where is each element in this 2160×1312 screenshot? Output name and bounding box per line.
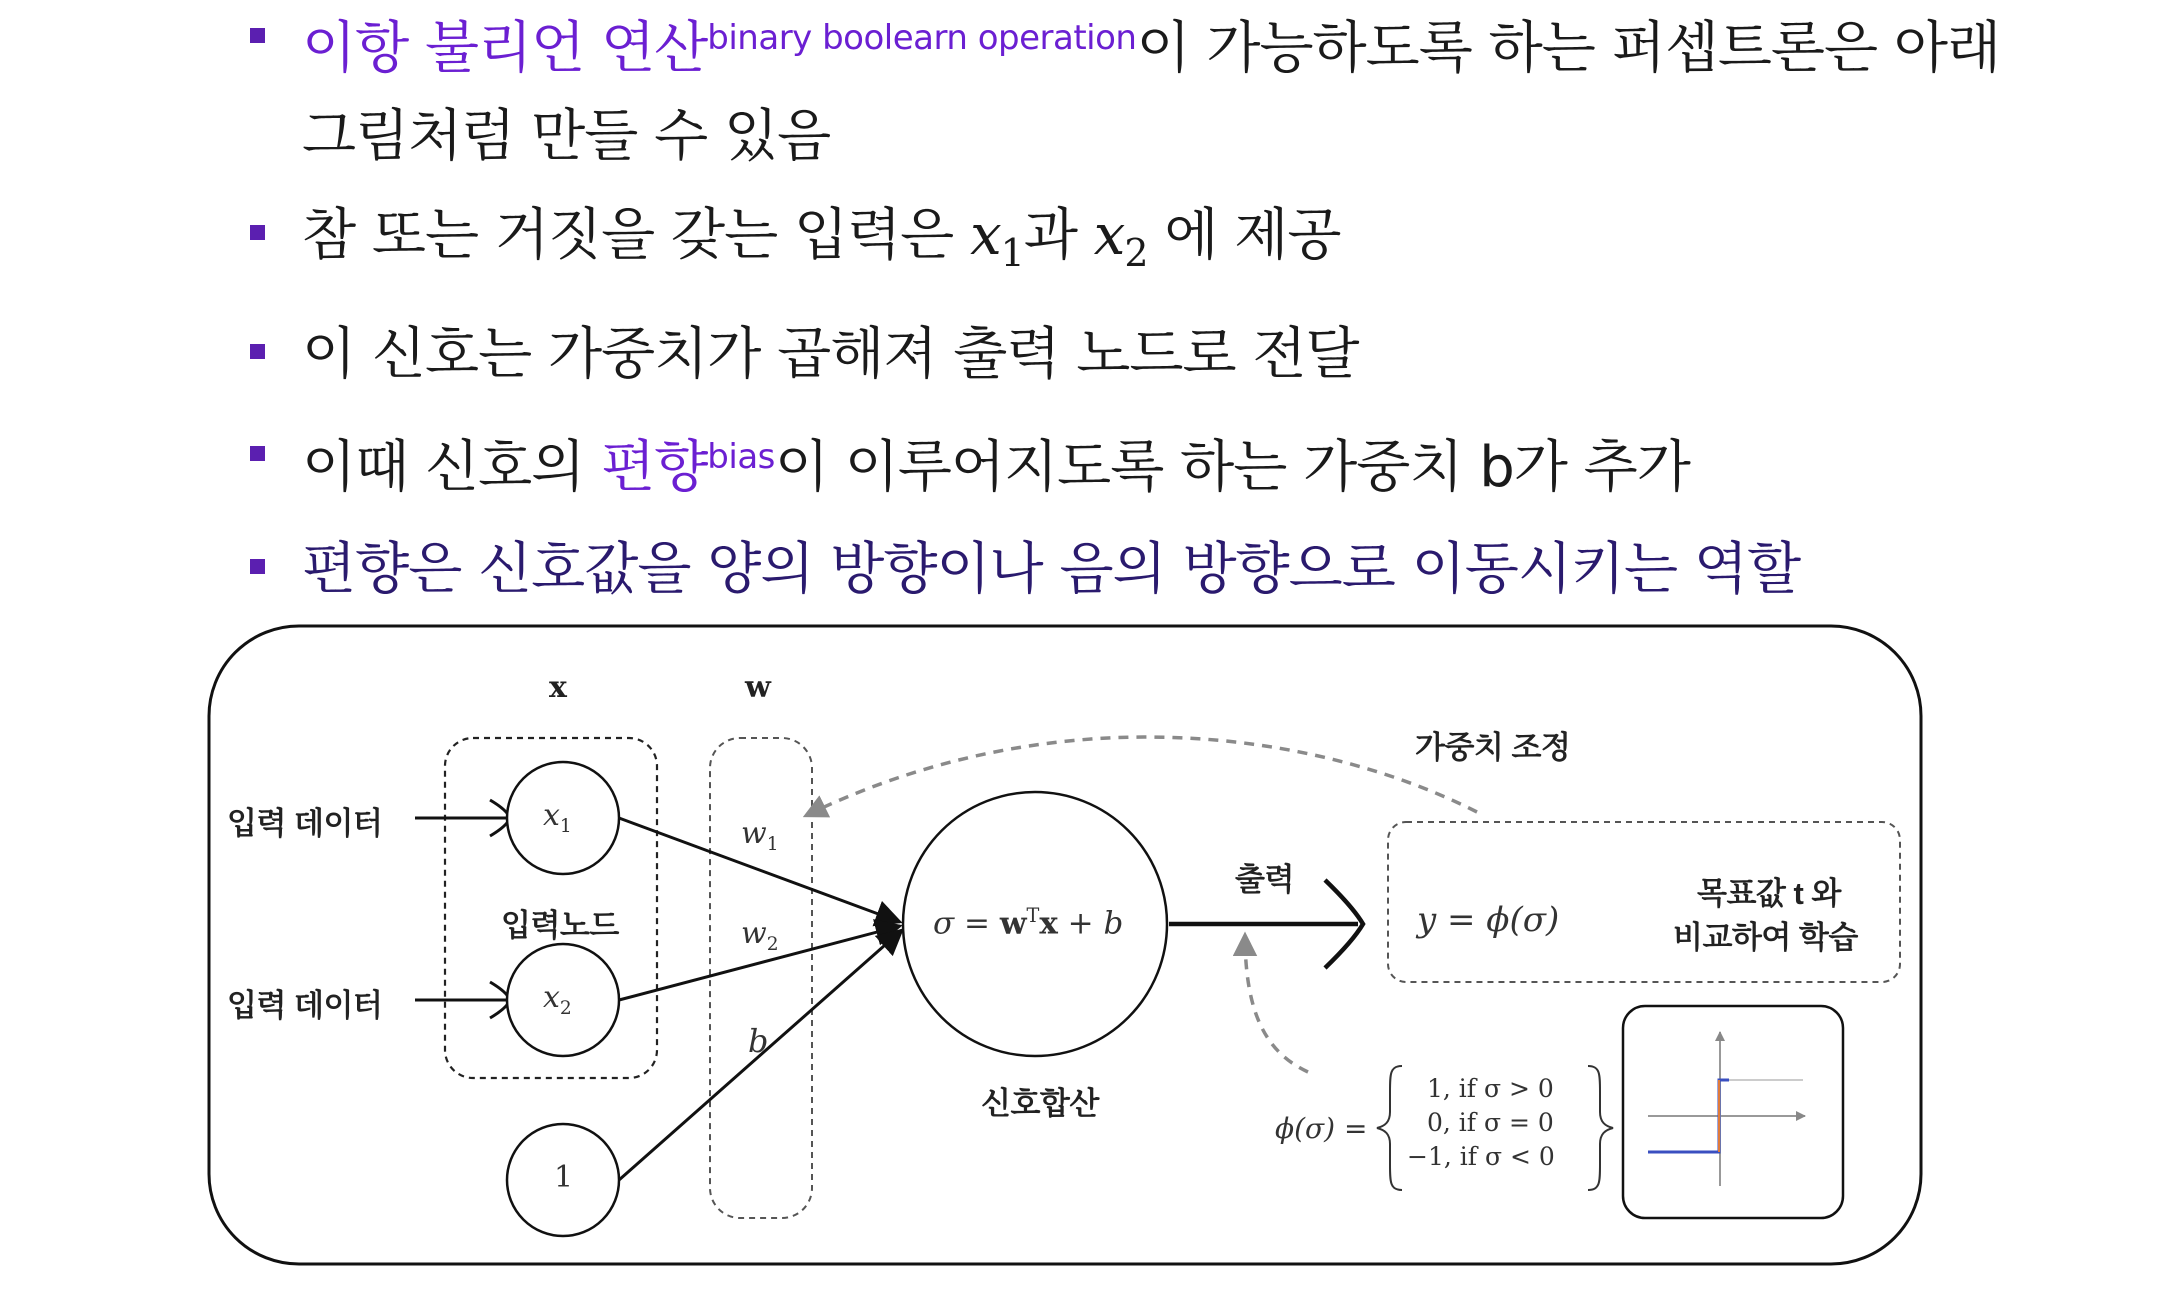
weight-w2-label: $w_2$ xyxy=(741,916,779,955)
weight-adjust-label: 가중치 조정 xyxy=(1415,730,1571,765)
output-formula: y = ϕ(σ) xyxy=(1417,900,1560,940)
bullet-list xyxy=(250,0,2110,617)
input-node-label: 입력노드 xyxy=(501,908,619,943)
bullet-marker xyxy=(250,559,265,574)
sum-label: 신호합산 xyxy=(981,1086,1099,1121)
bullet-text: 이 이루어지도록 하는 가중치 b가 추가 xyxy=(774,435,1690,500)
perceptron-diagram-graphics xyxy=(205,622,1925,1270)
activation-arrow xyxy=(1245,934,1308,1072)
term-binary-boolean: 이항 불리언 연산 xyxy=(302,16,708,81)
right-brace xyxy=(1588,1066,1613,1190)
math-x2-sub: 2 xyxy=(1124,231,1148,275)
phi-cases xyxy=(1405,1072,1555,1174)
bullet-marker xyxy=(250,225,265,240)
weight-w1-label: $w_1$ xyxy=(741,816,779,855)
weight-column xyxy=(710,738,812,1218)
bullet-item-bias-role xyxy=(250,523,2110,617)
bullet-text: 에 제공 xyxy=(1147,203,1341,268)
input-data-label-2: 입력 데이터 xyxy=(227,988,383,1023)
input-data-label-1: 입력 데이터 xyxy=(227,806,383,841)
column-label-x: x xyxy=(549,670,567,705)
term-bias-en: bias xyxy=(707,437,775,477)
node-x1-label: $x_1$ xyxy=(543,798,572,837)
phi-case-positive: 1, if σ > 0 xyxy=(1427,1074,1554,1103)
feedback-arrow xyxy=(805,737,1477,816)
bullet-marker xyxy=(250,28,265,43)
bullet-item-bias xyxy=(250,410,2110,515)
bullet-item-weights xyxy=(250,308,2110,402)
compare-label-line1: 목표값 t 와 xyxy=(1697,876,1841,911)
column-label-w: w xyxy=(745,670,771,705)
sum-formula: $\sigma = w^Tx + b$ xyxy=(933,904,1124,942)
compare-label-line2: 비교하여 학습 xyxy=(1673,920,1858,955)
phi-lhs: ϕ(σ) = xyxy=(1275,1112,1368,1145)
term-binary-boolean-en: binary boolearn operation xyxy=(707,18,1137,58)
bullet-marker xyxy=(250,446,265,461)
bullet-text: 참 또는 거짓을 갖는 입력은 xyxy=(302,203,971,268)
bullet-text: 편향은 신호값을 양의 방향이나 음의 방향으로 이동시키는 역할 xyxy=(302,537,1801,602)
perceptron-diagram xyxy=(205,622,1925,1270)
bullet-text-continued: 그림처럼 만들 수 있음 xyxy=(302,104,831,169)
node-x2-label: $x_2$ xyxy=(543,980,572,1019)
step-function-panel xyxy=(1623,1006,1843,1218)
math-x2: x xyxy=(1093,203,1125,268)
bullet-item-binary-operation xyxy=(250,0,2110,181)
bullet-marker xyxy=(250,344,265,359)
math-x1: x xyxy=(970,203,1001,268)
bullet-text: 과 xyxy=(1023,203,1094,268)
phi-case-zero: 0, if σ = 0 xyxy=(1427,1108,1554,1137)
bullet-text: 이 신호는 가중치가 곱해져 출력 노드로 전달 xyxy=(302,322,1359,387)
bullet-text: 이때 신호의 xyxy=(302,435,602,500)
bullet-text: 이 가능하도록 하는 퍼셉트론은 아래 xyxy=(1136,16,2001,81)
bullet-item-inputs xyxy=(250,189,2110,300)
node-one-label: 1 xyxy=(554,1160,574,1195)
output-label: 출력 xyxy=(1235,862,1294,897)
term-bias: 편향 xyxy=(601,435,708,500)
phi-case-negative: −1, if σ < 0 xyxy=(1407,1142,1555,1171)
bias-weight-label: b xyxy=(748,1022,769,1060)
math-x1-sub: 1 xyxy=(1000,231,1024,275)
left-brace xyxy=(1377,1066,1402,1190)
